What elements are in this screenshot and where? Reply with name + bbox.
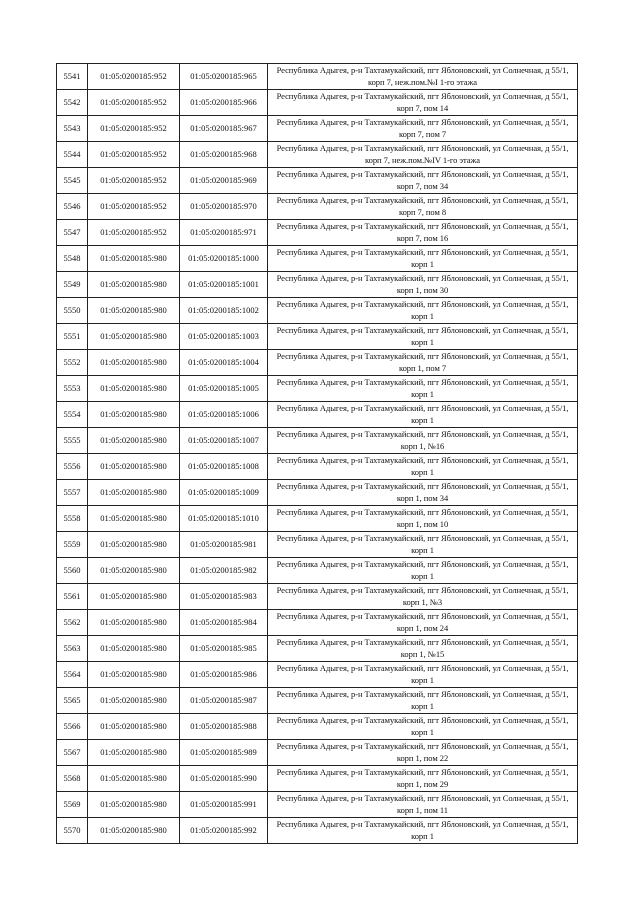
address-cell: Республика Адыгея, р-н Тахтамукайский, пгт Яблоновский, ул Солнечная, д 55/1, корп 1 xyxy=(268,402,578,428)
parent-cadastral-number-cell: 01:05:0200185:952 xyxy=(88,220,180,246)
table-row xyxy=(57,532,578,558)
cadastral-number-cell: 01:05:0200185:987 xyxy=(180,688,268,714)
address-cell: Республика Адыгея, р-н Тахтамукайский, пгт Яблоновский, ул Солнечная, д 55/1, корп 1, пом 34 xyxy=(268,480,578,506)
row-number-cell: 5541 xyxy=(57,64,88,90)
row-number-cell: 5544 xyxy=(57,142,88,168)
parent-cadastral-number-cell: 01:05:0200185:980 xyxy=(88,610,180,636)
parent-cadastral-number-cell: 01:05:0200185:952 xyxy=(88,142,180,168)
table-row xyxy=(57,402,578,428)
parent-cadastral-number-cell: 01:05:0200185:980 xyxy=(88,688,180,714)
cadastral-number-cell: 01:05:0200185:983 xyxy=(180,584,268,610)
cadastral-number-cell: 01:05:0200185:1008 xyxy=(180,454,268,480)
cadastral-number-cell: 01:05:0200185:986 xyxy=(180,662,268,688)
cadastral-number-cell: 01:05:0200185:1007 xyxy=(180,428,268,454)
parent-cadastral-number-cell: 01:05:0200185:952 xyxy=(88,90,180,116)
address-cell: Республика Адыгея, р-н Тахтамукайский, пгт Яблоновский, ул Солнечная, д 55/1, корп 1 xyxy=(268,298,578,324)
table-row xyxy=(57,636,578,662)
cadastral-number-cell: 01:05:0200185:969 xyxy=(180,168,268,194)
cadastral-number-cell: 01:05:0200185:982 xyxy=(180,558,268,584)
cadastral-number-cell: 01:05:0200185:971 xyxy=(180,220,268,246)
parent-cadastral-number-cell: 01:05:0200185:952 xyxy=(88,64,180,90)
table-row xyxy=(57,350,578,376)
address-cell: Республика Адыгея, р-н Тахтамукайский, пгт Яблоновский, ул Солнечная, д 55/1, корп 1, №3 xyxy=(268,584,578,610)
address-cell: Республика Адыгея, р-н Тахтамукайский, пгт Яблоновский, ул Солнечная, д 55/1, корп 1, пом 29 xyxy=(268,766,578,792)
parent-cadastral-number-cell: 01:05:0200185:980 xyxy=(88,662,180,688)
address-cell: Республика Адыгея, р-н Тахтамукайский, пгт Яблоновский, ул Солнечная, д 55/1, корп 1 xyxy=(268,818,578,844)
row-number-cell: 5550 xyxy=(57,298,88,324)
address-cell: Республика Адыгея, р-н Тахтамукайский, пгт Яблоновский, ул Солнечная, д 55/1, корп 1 xyxy=(268,454,578,480)
row-number-cell: 5543 xyxy=(57,116,88,142)
address-cell: Республика Адыгея, р-н Тахтамукайский, пгт Яблоновский, ул Солнечная, д 55/1, корп 1 xyxy=(268,662,578,688)
row-number-cell: 5569 xyxy=(57,792,88,818)
parent-cadastral-number-cell: 01:05:0200185:980 xyxy=(88,558,180,584)
row-number-cell: 5561 xyxy=(57,584,88,610)
table-row xyxy=(57,714,578,740)
cadastral-number-cell: 01:05:0200185:989 xyxy=(180,740,268,766)
parent-cadastral-number-cell: 01:05:0200185:952 xyxy=(88,194,180,220)
parent-cadastral-number-cell: 01:05:0200185:952 xyxy=(88,168,180,194)
table-row xyxy=(57,194,578,220)
address-cell: Республика Адыгея, р-н Тахтамукайский, пгт Яблоновский, ул Солнечная, д 55/1, корп 7, пом 34 xyxy=(268,168,578,194)
cadastral-number-cell: 01:05:0200185:1009 xyxy=(180,480,268,506)
row-number-cell: 5546 xyxy=(57,194,88,220)
registry-table-body xyxy=(57,64,578,844)
table-row xyxy=(57,298,578,324)
table-row xyxy=(57,90,578,116)
row-number-cell: 5552 xyxy=(57,350,88,376)
address-cell: Республика Адыгея, р-н Тахтамукайский, пгт Яблоновский, ул Солнечная, д 55/1, корп 1, пом 10 xyxy=(268,506,578,532)
parent-cadastral-number-cell: 01:05:0200185:980 xyxy=(88,636,180,662)
address-cell: Республика Адыгея, р-н Тахтамукайский, пгт Яблоновский, ул Солнечная, д 55/1, корп 7, неж.пом.№IV 1-го этажа xyxy=(268,142,578,168)
address-cell: Республика Адыгея, р-н Тахтамукайский, пгт Яблоновский, ул Солнечная, д 55/1, корп 7, пом 8 xyxy=(268,194,578,220)
parent-cadastral-number-cell: 01:05:0200185:980 xyxy=(88,506,180,532)
cadastral-number-cell: 01:05:0200185:1002 xyxy=(180,298,268,324)
row-number-cell: 5563 xyxy=(57,636,88,662)
parent-cadastral-number-cell: 01:05:0200185:980 xyxy=(88,402,180,428)
row-number-cell: 5549 xyxy=(57,272,88,298)
address-cell: Республика Адыгея, р-н Тахтамукайский, пгт Яблоновский, ул Солнечная, д 55/1, корп 1, пом 7 xyxy=(268,350,578,376)
address-cell: Республика Адыгея, р-н Тахтамукайский, пгт Яблоновский, ул Солнечная, д 55/1, корп 1, пом 11 xyxy=(268,792,578,818)
table-row xyxy=(57,506,578,532)
parent-cadastral-number-cell: 01:05:0200185:952 xyxy=(88,116,180,142)
row-number-cell: 5542 xyxy=(57,90,88,116)
address-cell: Республика Адыгея, р-н Тахтамукайский, пгт Яблоновский, ул Солнечная, д 55/1, корп 1 xyxy=(268,376,578,402)
address-cell: Республика Адыгея, р-н Тахтамукайский, пгт Яблоновский, ул Солнечная, д 55/1, корп 7, неж.пом.№I 1-го этажа xyxy=(268,64,578,90)
table-row xyxy=(57,272,578,298)
cadastral-number-cell: 01:05:0200185:1005 xyxy=(180,376,268,402)
table-row xyxy=(57,454,578,480)
row-number-cell: 5567 xyxy=(57,740,88,766)
parent-cadastral-number-cell: 01:05:0200185:980 xyxy=(88,428,180,454)
address-cell: Республика Адыгея, р-н Тахтамукайский, пгт Яблоновский, ул Солнечная, д 55/1, корп 1 xyxy=(268,688,578,714)
row-number-cell: 5560 xyxy=(57,558,88,584)
address-cell: Республика Адыгея, р-н Тахтамукайский, пгт Яблоновский, ул Солнечная, д 55/1, корп 1, пом 22 xyxy=(268,740,578,766)
row-number-cell: 5556 xyxy=(57,454,88,480)
cadastral-number-cell: 01:05:0200185:984 xyxy=(180,610,268,636)
cadastral-number-cell: 01:05:0200185:991 xyxy=(180,792,268,818)
cadastral-number-cell: 01:05:0200185:965 xyxy=(180,64,268,90)
parent-cadastral-number-cell: 01:05:0200185:980 xyxy=(88,298,180,324)
row-number-cell: 5558 xyxy=(57,506,88,532)
row-number-cell: 5565 xyxy=(57,688,88,714)
row-number-cell: 5553 xyxy=(57,376,88,402)
table-row xyxy=(57,376,578,402)
table-row xyxy=(57,792,578,818)
cadastral-number-cell: 01:05:0200185:1003 xyxy=(180,324,268,350)
cadastral-number-cell: 01:05:0200185:985 xyxy=(180,636,268,662)
table-row xyxy=(57,246,578,272)
row-number-cell: 5554 xyxy=(57,402,88,428)
address-cell: Республика Адыгея, р-н Тахтамукайский, пгт Яблоновский, ул Солнечная, д 55/1, корп 1, №15 xyxy=(268,636,578,662)
address-cell: Республика Адыгея, р-н Тахтамукайский, пгт Яблоновский, ул Солнечная, д 55/1, корп 1 xyxy=(268,714,578,740)
parent-cadastral-number-cell: 01:05:0200185:980 xyxy=(88,454,180,480)
cadastral-number-cell: 01:05:0200185:1004 xyxy=(180,350,268,376)
row-number-cell: 5557 xyxy=(57,480,88,506)
cadastral-number-cell: 01:05:0200185:970 xyxy=(180,194,268,220)
table-row xyxy=(57,324,578,350)
cadastral-registry-table xyxy=(56,63,578,844)
table-row xyxy=(57,740,578,766)
cadastral-number-cell: 01:05:0200185:966 xyxy=(180,90,268,116)
parent-cadastral-number-cell: 01:05:0200185:980 xyxy=(88,714,180,740)
table-row xyxy=(57,610,578,636)
row-number-cell: 5545 xyxy=(57,168,88,194)
table-row xyxy=(57,688,578,714)
parent-cadastral-number-cell: 01:05:0200185:980 xyxy=(88,246,180,272)
parent-cadastral-number-cell: 01:05:0200185:980 xyxy=(88,766,180,792)
row-number-cell: 5570 xyxy=(57,818,88,844)
row-number-cell: 5547 xyxy=(57,220,88,246)
cadastral-number-cell: 01:05:0200185:1006 xyxy=(180,402,268,428)
address-cell: Республика Адыгея, р-н Тахтамукайский, пгт Яблоновский, ул Солнечная, д 55/1, корп 7, пом 14 xyxy=(268,90,578,116)
parent-cadastral-number-cell: 01:05:0200185:980 xyxy=(88,532,180,558)
address-cell: Республика Адыгея, р-н Тахтамукайский, пгт Яблоновский, ул Солнечная, д 55/1, корп 1 xyxy=(268,324,578,350)
address-cell: Республика Адыгея, р-н Тахтамукайский, пгт Яблоновский, ул Солнечная, д 55/1, корп 7, пом 16 xyxy=(268,220,578,246)
cadastral-number-cell: 01:05:0200185:992 xyxy=(180,818,268,844)
row-number-cell: 5566 xyxy=(57,714,88,740)
parent-cadastral-number-cell: 01:05:0200185:980 xyxy=(88,792,180,818)
table-row xyxy=(57,584,578,610)
table-row xyxy=(57,168,578,194)
cadastral-number-cell: 01:05:0200185:1001 xyxy=(180,272,268,298)
table-row xyxy=(57,558,578,584)
address-cell: Республика Адыгея, р-н Тахтамукайский, пгт Яблоновский, ул Солнечная, д 55/1, корп 7, пом 7 xyxy=(268,116,578,142)
table-row xyxy=(57,818,578,844)
parent-cadastral-number-cell: 01:05:0200185:980 xyxy=(88,584,180,610)
row-number-cell: 5548 xyxy=(57,246,88,272)
table-row xyxy=(57,116,578,142)
cadastral-number-cell: 01:05:0200185:968 xyxy=(180,142,268,168)
parent-cadastral-number-cell: 01:05:0200185:980 xyxy=(88,376,180,402)
table-row xyxy=(57,64,578,90)
parent-cadastral-number-cell: 01:05:0200185:980 xyxy=(88,324,180,350)
table-row xyxy=(57,662,578,688)
address-cell: Республика Адыгея, р-н Тахтамукайский, пгт Яблоновский, ул Солнечная, д 55/1, корп 1 xyxy=(268,558,578,584)
table-row xyxy=(57,428,578,454)
table-row xyxy=(57,220,578,246)
row-number-cell: 5562 xyxy=(57,610,88,636)
cadastral-number-cell: 01:05:0200185:981 xyxy=(180,532,268,558)
row-number-cell: 5564 xyxy=(57,662,88,688)
parent-cadastral-number-cell: 01:05:0200185:980 xyxy=(88,480,180,506)
table-row xyxy=(57,142,578,168)
table-row xyxy=(57,766,578,792)
cadastral-number-cell: 01:05:0200185:990 xyxy=(180,766,268,792)
parent-cadastral-number-cell: 01:05:0200185:980 xyxy=(88,740,180,766)
address-cell: Республика Адыгея, р-н Тахтамукайский, пгт Яблоновский, ул Солнечная, д 55/1, корп 1 xyxy=(268,532,578,558)
row-number-cell: 5568 xyxy=(57,766,88,792)
row-number-cell: 5551 xyxy=(57,324,88,350)
cadastral-number-cell: 01:05:0200185:1000 xyxy=(180,246,268,272)
cadastral-number-cell: 01:05:0200185:988 xyxy=(180,714,268,740)
address-cell: Республика Адыгея, р-н Тахтамукайский, пгт Яблоновский, ул Солнечная, д 55/1, корп 1, пом 30 xyxy=(268,272,578,298)
parent-cadastral-number-cell: 01:05:0200185:980 xyxy=(88,272,180,298)
cadastral-number-cell: 01:05:0200185:1010 xyxy=(180,506,268,532)
address-cell: Республика Адыгея, р-н Тахтамукайский, пгт Яблоновский, ул Солнечная, д 55/1, корп 1, пом 24 xyxy=(268,610,578,636)
parent-cadastral-number-cell: 01:05:0200185:980 xyxy=(88,818,180,844)
cadastral-number-cell: 01:05:0200185:967 xyxy=(180,116,268,142)
table-row xyxy=(57,480,578,506)
address-cell: Республика Адыгея, р-н Тахтамукайский, пгт Яблоновский, ул Солнечная, д 55/1, корп 1, №16 xyxy=(268,428,578,454)
address-cell: Республика Адыгея, р-н Тахтамукайский, пгт Яблоновский, ул Солнечная, д 55/1, корп 1 xyxy=(268,246,578,272)
parent-cadastral-number-cell: 01:05:0200185:980 xyxy=(88,350,180,376)
row-number-cell: 5559 xyxy=(57,532,88,558)
row-number-cell: 5555 xyxy=(57,428,88,454)
